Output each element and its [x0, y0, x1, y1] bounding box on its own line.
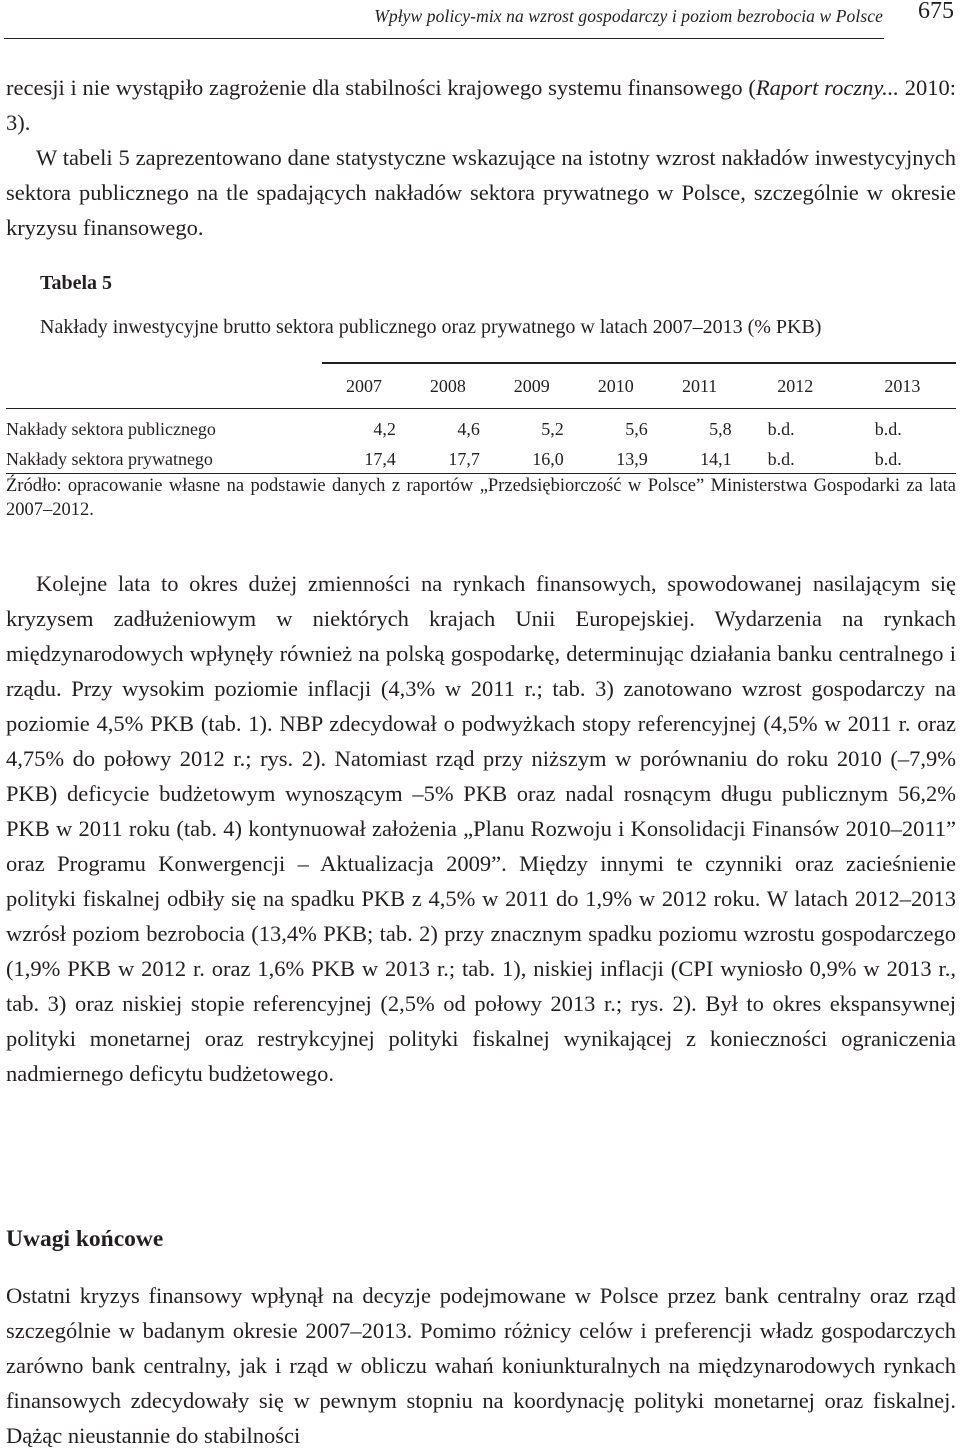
running-title: Wpływ policy-mix na wzrost gospodarczy i poziom bezrobocia w Polsce: [374, 6, 883, 26]
intro-citation-title: Raport roczny...: [755, 75, 899, 100]
header-rule: [4, 38, 884, 39]
table-caption: Nakłady inwestycyjne brutto sektora publicznego oraz prywatnego w latach 2007–2013 (% PKB): [40, 316, 822, 338]
table-source-note: Źródło: opracowanie własne na podstawie danych z raportów „Przedsiębiorczość w Polsce” Ministerstwa Gospodarki za lata 2007–2012.: [6, 476, 956, 520]
table-cell: 17,7: [406, 445, 490, 474]
table-row: [6, 445, 956, 474]
table-cell: b.d.: [742, 445, 849, 474]
page-number: 675: [918, 0, 954, 24]
table-year-header: 2009: [490, 363, 574, 409]
table-header-corner: [6, 363, 322, 409]
intro-text-b: 2010: 3).: [6, 75, 956, 135]
conclusion-paragraph: Ostatni kryzys finansowy wpłynął na decyzje podejmowane w Polsce przez bank centralny oraz rząd szczególnie w badanym okresie 2007–2013. Pomimo różnicy celów i preferencji władz gospodarczych zarówno bank centralny, jak i rząd w obliczu wahań koniunkturalnych na międzynarodowych rynkach finansowych zdecydowały się w pewnym stopniu na koordynację polityki monetarnej oraz fiskalnej. Dążąc nieustannie do stabilności: [6, 1283, 956, 1448]
table-label: Tabela 5: [40, 272, 113, 294]
intro-paragraphs: [6, 70, 956, 245]
running-header: [0, 0, 960, 40]
table-row-label: Nakłady sektora prywatnego: [6, 445, 322, 474]
table-cell: 14,1: [658, 445, 742, 474]
table-cell: b.d.: [874, 418, 902, 439]
section-heading: Uwagi końcowe: [6, 1226, 164, 1252]
table-cell: 5,8: [709, 418, 732, 439]
table-year-header: 2013: [849, 363, 956, 409]
intro-text-a: recesji i nie wystąpiło zagrożenie dla stabilności krajowego systemu finansowego (: [6, 75, 756, 100]
table-cell: b.d.: [767, 418, 795, 439]
table-cell: 13,9: [574, 445, 658, 474]
table-cell: 16,0: [490, 445, 574, 474]
table-row-label: Nakłady sektora publicznego: [6, 418, 216, 439]
table-cell: 4,6: [457, 418, 480, 439]
table-cell: 4,2: [373, 418, 396, 439]
table-cell: 5,2: [541, 418, 564, 439]
intro-paragraph-table-reference: W tabeli 5 zaprezentowano dane statystyczne wskazujące na istotny wzrost nakładów inwestycyjnych sektora publicznego na tle spadających nakładów sektora prywatnego w Polsce, szczególnie w okresie kryzysu finansowego.: [6, 145, 956, 240]
table-header-row: [6, 363, 956, 409]
table-year-header: 2007: [322, 363, 406, 409]
table-cell: 17,4: [322, 445, 406, 474]
intro-paragraph-continued: [6, 70, 956, 140]
table-cell: 5,6: [625, 418, 648, 439]
table-year-header: 2008: [406, 363, 490, 409]
body-paragraph: Kolejne lata to okres dużej zmienności na rynkach finansowych, spowodowanej nasilającym się kryzysem zadłużeniowym w niektórych krajach Unii Europejskiej. Wydarzenia na rynkach międzynarodowych wpłynęły również na polską gospodarkę, determinując działania banku centralnego i rządu. Przy wysokim poziomie inflacji (4,3% w 2011 r.; tab. 3) zanotowano wzrost gospodarczy na poziomie 4,5% PKB (tab. 1). NBP zdecydował o podwyżkach stopy referencyjnej (4,5% w 2011 r. oraz 4,75% do połowy 2012 r.; rys. 2). Natomiast rząd przy niższym w porównaniu do roku 2010 (–7,9% PKB) deficycie budżetowym wynoszącym –5% PKB oraz nadal rosnącym długu publicznym 56,2% PKB w 2011 roku (tab. 4) kontynuował założenia „Planu Rozwoju i Konsolidacji Finansów 2010–2011” oraz Programu Konwergencji – Aktualizacja 2009”. Między innymi te czynniki oraz zacieśnienie polityki fiskalnej odbiły się na spadku PKB z 4,5% w 2011 do 1,9% w 2012 roku. W latach 2012–2013 wzrósł poziom bezrobocia (13,4% PKB; tab. 2) przy znacznym spadku poziomu wzrostu gospodarczego (1,9% PKB w 2012 r. oraz 1,6% PKB w 2013 r.; tab. 1), niskiej inflacji (CPI wyniosło 0,9% w 2013 r., tab. 3) oraz niskiej stopie referencyjnej (2,5% od połowy 2013 r.; rys. 2). Był to okres ekspansywnej polityki monetarnej oraz restrykcyjnej polityki fiskalnej wynikającej z konieczności ograniczenia nadmiernego deficytu budżetowego.: [6, 571, 956, 1086]
table-year-header: 2010: [574, 363, 658, 409]
table-year-header: 2011: [658, 363, 742, 409]
investment-table: [6, 362, 956, 474]
table-cell: b.d.: [849, 445, 956, 474]
table-row: [6, 409, 956, 446]
table-year-header: 2012: [742, 363, 849, 409]
